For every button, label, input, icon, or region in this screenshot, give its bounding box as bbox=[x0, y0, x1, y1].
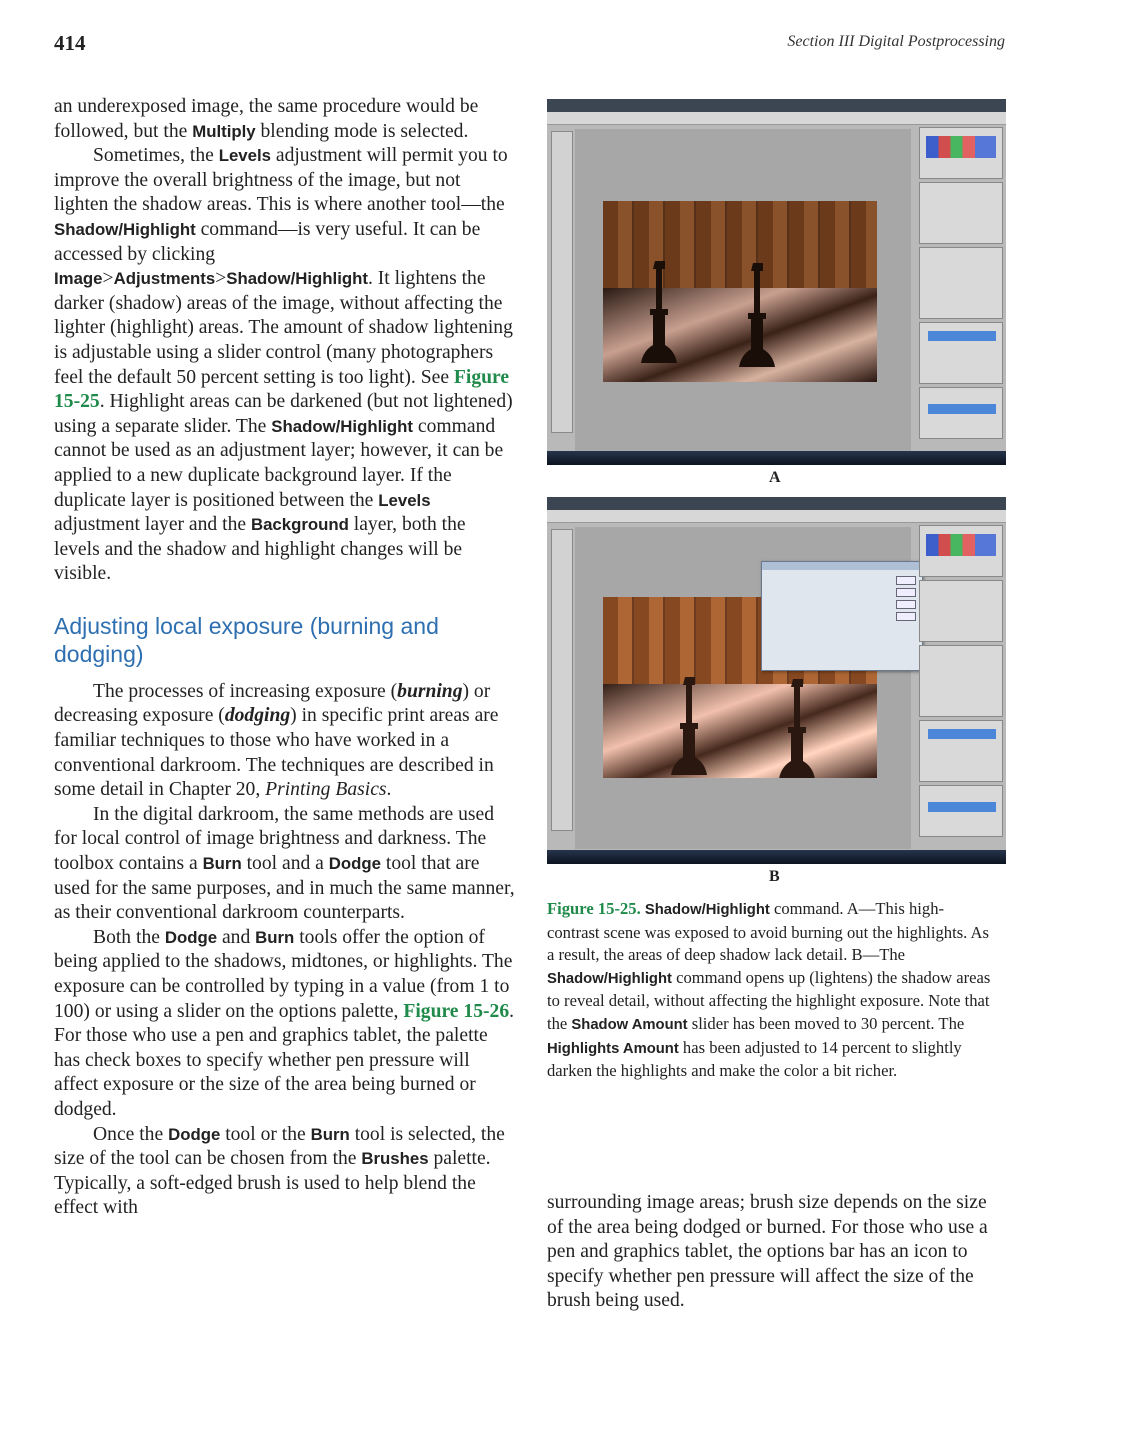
histogram bbox=[926, 534, 996, 556]
figure-number: Figure 15-25. bbox=[547, 899, 641, 918]
ok-button bbox=[896, 576, 916, 585]
paragraph-4: In the digital darkroom, the same methods are used for local control of image brightness and darkness. The toolbox contains a Burn tool and a Dodge tool that are used for the same purposes, and in much the same manner, as their conventional darkroom counterparts. bbox=[54, 803, 515, 924]
panel-dock bbox=[919, 525, 1003, 840]
running-head: Section III Digital Postprocessing bbox=[787, 33, 1005, 50]
toolbox bbox=[551, 529, 573, 831]
taskbar bbox=[547, 451, 1006, 465]
figure-link: Figure 15-25 bbox=[54, 366, 510, 413]
paragraph-3: The processes of increasing exposure (burning) or decreasing exposure (dodging) in specific print areas are familiar techniques to those who have worked in a conventional darkroom. The techniques are described in some detail in Chapter 20, Printing Basics. bbox=[54, 680, 499, 801]
continuation-paragraph: surrounding image areas; brush size depends on the size of the area being dodged or burned. For those who use a pen and graphics tablet, the options bar has an icon to specify whether pen pressure will affect the size of the brush being used. bbox=[547, 1192, 988, 1312]
paragraph-5: Both the Dodge and Burn tools offer the option of being applied to the shadows, midtones, or highlights. The exposure can be controlled by typing in a value (from 1 to 100) or using a slider on the options palette, Figure 15-26. For those who use a pen and graphics tablet, the palette has check boxes to specify whether pen pressure will affect exposure or the size of the area being burned or dodged. bbox=[54, 926, 515, 1120]
save-button bbox=[896, 612, 916, 621]
figure-link: Figure 15-26 bbox=[403, 1000, 510, 1022]
figure-screenshot-b bbox=[547, 497, 1006, 864]
options-bar bbox=[547, 510, 1006, 523]
paragraph-6: Once the Dodge tool or the Burn tool is selected, the size of the tool can be chosen from the Brushes palette. Typically, a soft-edged brush is used to help blend the effect with bbox=[54, 1123, 505, 1219]
section-heading: Adjusting local exposure (burning and dodging) bbox=[54, 612, 439, 667]
left-column bbox=[54, 95, 516, 1221]
document-canvas bbox=[575, 129, 911, 451]
document-canvas bbox=[575, 527, 911, 849]
paragraph-2: Sometimes, the Levels adjustment will permit you to improve the overall brightness of the image, but not lighten the shadow areas. This is where another tool—the Shadow/Highlight command—is very useful. It can be accessed by clicking Image>Adjustments>Shadow/Highlight. It lightens the darker (shadow) areas of the image, without affecting the lighter (highlight) areas. The amount of shadow lightening is adjustable using a slider control (many photographers feel the default 50 percent setting is too light). See Figure 15-25. Highlight areas can be darkened (but not lightened) using a separate slider. The Shadow/Highlight command cannot be used as an adjustment layer; however, it can be applied to a new duplicate background layer. If the duplicate layer is positioned between the Levels adjustment layer and the Background layer, both the levels and the shadow and highlight changes will be visible. bbox=[54, 145, 513, 585]
candlestick-photo bbox=[603, 201, 877, 382]
taskbar bbox=[547, 850, 1006, 864]
panel-label-a: A bbox=[769, 469, 781, 486]
page-number: 414 bbox=[54, 31, 86, 55]
paragraph-1: an underexposed image, the same procedure would be followed, but the Multiply blending mode is selected. bbox=[54, 96, 479, 142]
panel-dock bbox=[919, 127, 1003, 442]
figure-screenshot-a bbox=[547, 99, 1006, 465]
options-bar bbox=[547, 112, 1006, 125]
panel-label-b: B bbox=[769, 868, 780, 885]
shadow-highlight-dialog bbox=[761, 561, 923, 671]
histogram bbox=[926, 136, 996, 158]
toolbox bbox=[551, 131, 573, 433]
menu-bar bbox=[547, 497, 1006, 510]
cancel-button bbox=[896, 588, 916, 597]
figure-caption: Figure 15-25. Shadow/Highlight command. A—This high-contrast scene was exposed to avoid burning out the highlights. As a result, the areas of deep shadow lack detail. B—The Shadow/Highlight command opens up (lightens) the shadow areas to reveal detail, without affecting the highlight exposure. Note that the Shadow Amount slider has been moved to 30 percent. The Highlights Amount has been adjusted to 14 percent to slightly darken the highlights and make the color a bit richer. bbox=[547, 899, 991, 1081]
right-column-text bbox=[547, 1191, 1007, 1314]
menu-bar bbox=[547, 99, 1006, 112]
load-button bbox=[896, 600, 916, 609]
